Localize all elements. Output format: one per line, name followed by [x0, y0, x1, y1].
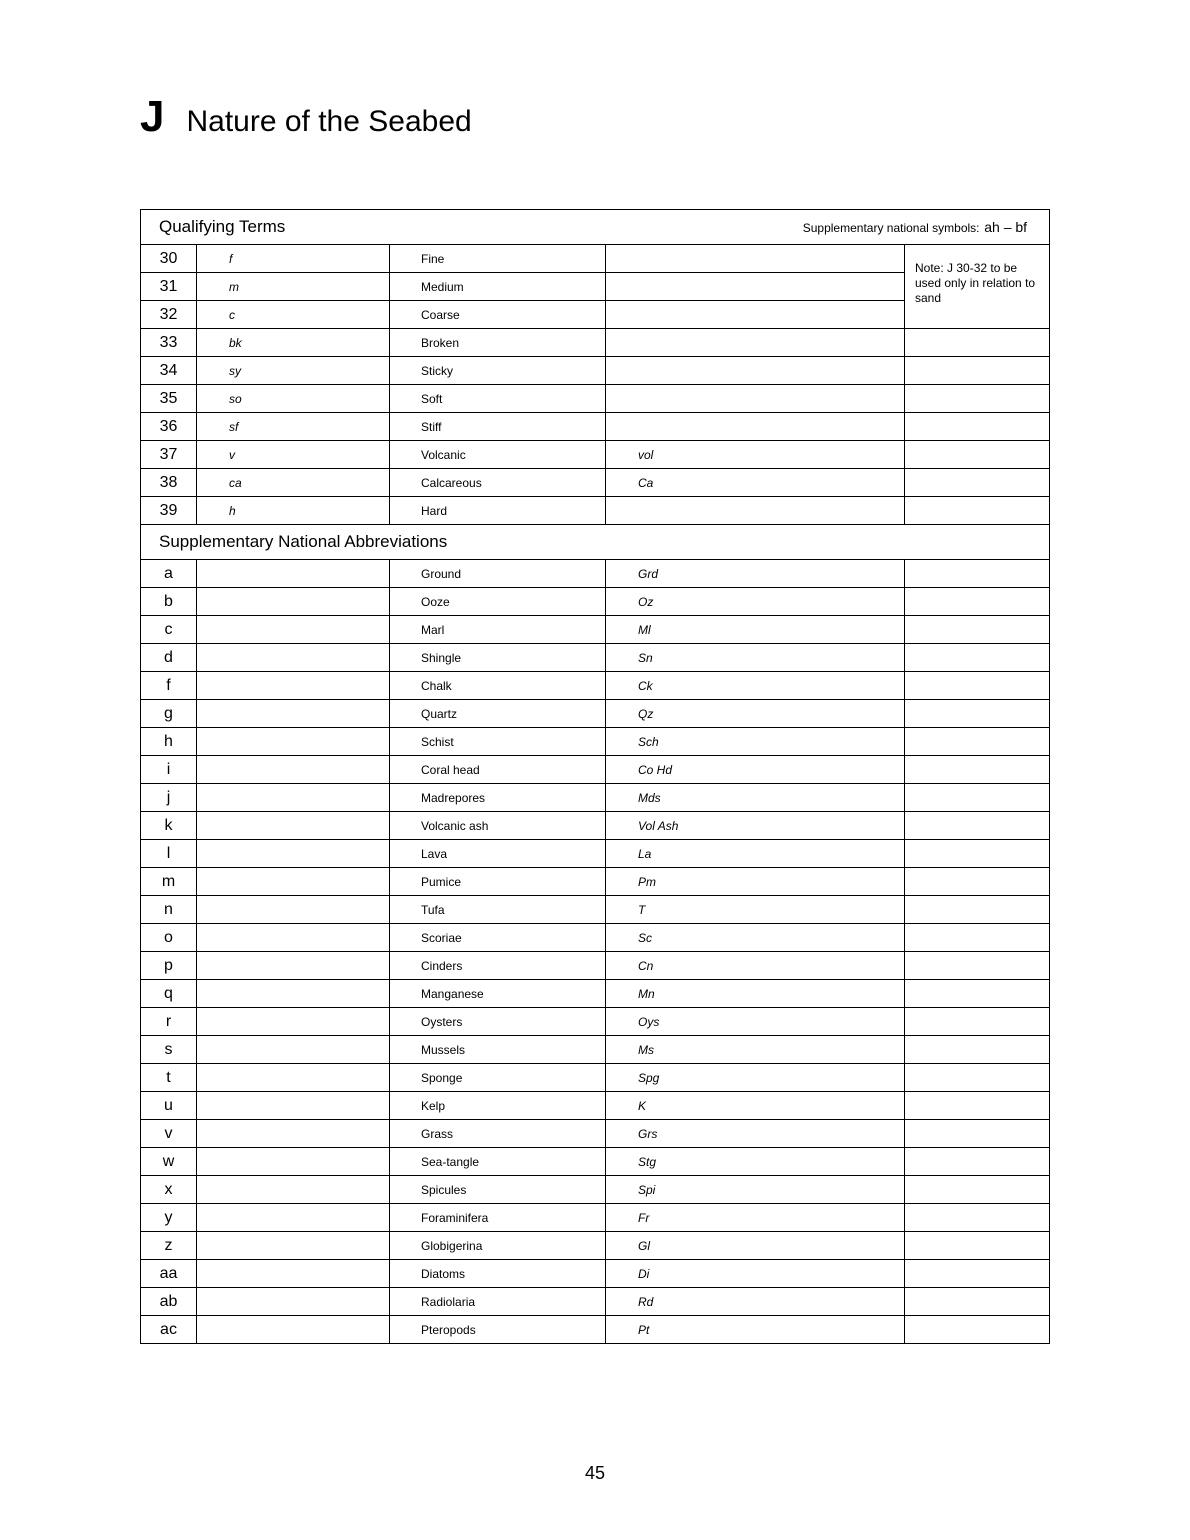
row-term: Spicules — [390, 1176, 606, 1204]
table-row — [141, 924, 1050, 952]
supplementary-symbols-value: ah – bf — [984, 219, 1028, 235]
table-row — [141, 1064, 1050, 1092]
row-id: g — [141, 700, 197, 728]
row-number: 34 — [141, 357, 197, 385]
row-abbreviation: Ml — [606, 616, 905, 644]
row-id: ac — [141, 1316, 197, 1344]
row-remarks — [905, 357, 1050, 385]
row-abbreviation: vol — [606, 441, 905, 469]
row-id: w — [141, 1148, 197, 1176]
row-abbreviation: Sc — [606, 924, 905, 952]
row-abbreviation: Stg — [606, 1148, 905, 1176]
supplementary-symbols — [803, 217, 1049, 237]
row-id: u — [141, 1092, 197, 1120]
row-symbol — [197, 644, 390, 672]
row-abbreviation — [606, 329, 905, 357]
section-title: Nature of the Seabed — [186, 105, 472, 138]
row-term: Manganese — [390, 980, 606, 1008]
table-row — [141, 1148, 1050, 1176]
table-row — [141, 1092, 1050, 1120]
row-term: Stiff — [390, 413, 606, 441]
row-abbreviation: Cn — [606, 952, 905, 980]
row-abbreviation: Qz — [606, 700, 905, 728]
row-id: c — [141, 616, 197, 644]
row-symbol: f — [197, 245, 390, 273]
row-remarks — [905, 1120, 1050, 1148]
row-remarks — [905, 329, 1050, 357]
row-remarks — [905, 812, 1050, 840]
table-row — [141, 588, 1050, 616]
row-symbol — [197, 1232, 390, 1260]
table-row — [141, 469, 1050, 497]
table-row — [141, 1008, 1050, 1036]
row-term: Broken — [390, 329, 606, 357]
row-id: s — [141, 1036, 197, 1064]
row-symbol: so — [197, 385, 390, 413]
row-number: 32 — [141, 301, 197, 329]
row-term: Kelp — [390, 1092, 606, 1120]
row-remarks — [905, 1036, 1050, 1064]
table-row — [141, 560, 1050, 588]
table-row — [141, 357, 1050, 385]
row-id: h — [141, 728, 197, 756]
row-remarks — [905, 413, 1050, 441]
row-remarks — [905, 560, 1050, 588]
row-abbreviation: Co Hd — [606, 756, 905, 784]
row-number: 33 — [141, 329, 197, 357]
table-row — [141, 245, 1050, 273]
row-term: Foraminifera — [390, 1204, 606, 1232]
row-abbreviation: Di — [606, 1260, 905, 1288]
table-row — [141, 1176, 1050, 1204]
table-row — [141, 616, 1050, 644]
row-remarks — [905, 441, 1050, 469]
row-term: Fine — [390, 245, 606, 273]
row-id: m — [141, 868, 197, 896]
table-row — [141, 840, 1050, 868]
row-id: p — [141, 952, 197, 980]
row-symbol — [197, 1064, 390, 1092]
row-id: z — [141, 1232, 197, 1260]
row-abbreviation: Ms — [606, 1036, 905, 1064]
table-row — [141, 1036, 1050, 1064]
row-symbol — [197, 784, 390, 812]
row-term: Volcanic ash — [390, 812, 606, 840]
row-abbreviation — [606, 273, 905, 301]
row-id: v — [141, 1120, 197, 1148]
row-symbol — [197, 728, 390, 756]
row-abbreviation: Gl — [606, 1232, 905, 1260]
row-remarks — [905, 1232, 1050, 1260]
table-row — [141, 644, 1050, 672]
row-symbol — [197, 1288, 390, 1316]
row-remarks — [905, 1092, 1050, 1120]
row-symbol: bk — [197, 329, 390, 357]
row-remarks — [905, 840, 1050, 868]
row-term: Soft — [390, 385, 606, 413]
row-number: 30 — [141, 245, 197, 273]
row-remarks — [905, 1260, 1050, 1288]
row-remarks — [905, 896, 1050, 924]
row-remarks — [905, 756, 1050, 784]
row-symbol — [197, 1204, 390, 1232]
row-term: Sea-tangle — [390, 1148, 606, 1176]
row-term: Shingle — [390, 644, 606, 672]
row-term: Hard — [390, 497, 606, 525]
table-row — [141, 1120, 1050, 1148]
table-row — [141, 672, 1050, 700]
row-term: Madrepores — [390, 784, 606, 812]
row-remarks — [905, 1316, 1050, 1344]
row-id: d — [141, 644, 197, 672]
row-symbol: v — [197, 441, 390, 469]
row-symbol — [197, 616, 390, 644]
row-number: 35 — [141, 385, 197, 413]
row-abbreviation: Fr — [606, 1204, 905, 1232]
row-term: Marl — [390, 616, 606, 644]
row-remarks — [905, 1288, 1050, 1316]
row-term: Coral head — [390, 756, 606, 784]
table-row — [141, 413, 1050, 441]
row-term: Schist — [390, 728, 606, 756]
row-abbreviation: Sch — [606, 728, 905, 756]
row-abbreviation: Sn — [606, 644, 905, 672]
row-number: 39 — [141, 497, 197, 525]
row-term: Calcareous — [390, 469, 606, 497]
row-symbol — [197, 560, 390, 588]
row-remarks — [905, 1176, 1050, 1204]
row-term: Pteropods — [390, 1316, 606, 1344]
row-remarks — [905, 497, 1050, 525]
row-symbol: sy — [197, 357, 390, 385]
seabed-table — [140, 209, 1050, 1344]
row-remarks — [905, 784, 1050, 812]
table-row — [141, 756, 1050, 784]
row-remarks — [905, 728, 1050, 756]
row-symbol — [197, 1316, 390, 1344]
row-term: Lava — [390, 840, 606, 868]
supplementary-abbreviations-heading: Supplementary National Abbreviations — [141, 525, 1050, 560]
table-row — [141, 497, 1050, 525]
section-letter: J — [140, 92, 165, 141]
row-term: Quartz — [390, 700, 606, 728]
row-symbol: sf — [197, 413, 390, 441]
row-abbreviation — [606, 301, 905, 329]
row-remarks — [905, 980, 1050, 1008]
qualifying-terms-header — [141, 210, 1050, 245]
row-term: Sponge — [390, 1064, 606, 1092]
row-id: t — [141, 1064, 197, 1092]
row-number: 37 — [141, 441, 197, 469]
table-row — [141, 1288, 1050, 1316]
row-abbreviation: La — [606, 840, 905, 868]
row-remarks — [905, 952, 1050, 980]
row-id: l — [141, 840, 197, 868]
row-abbreviation: Pm — [606, 868, 905, 896]
row-term: Tufa — [390, 896, 606, 924]
row-abbreviation — [606, 357, 905, 385]
row-term: Grass — [390, 1120, 606, 1148]
row-symbol — [197, 812, 390, 840]
row-remarks — [905, 1064, 1050, 1092]
row-symbol: m — [197, 273, 390, 301]
row-term: Sticky — [390, 357, 606, 385]
row-abbreviation: Grd — [606, 560, 905, 588]
row-symbol — [197, 700, 390, 728]
page-title — [140, 92, 472, 152]
row-abbreviation — [606, 245, 905, 273]
row-abbreviation: K — [606, 1092, 905, 1120]
table-row — [141, 385, 1050, 413]
row-symbol — [197, 952, 390, 980]
qualifying-terms-header-row — [141, 210, 1050, 245]
table-row — [141, 728, 1050, 756]
row-symbol — [197, 756, 390, 784]
row-id: j — [141, 784, 197, 812]
row-abbreviation — [606, 413, 905, 441]
table-row — [141, 329, 1050, 357]
row-abbreviation: Mds — [606, 784, 905, 812]
row-term: Scoriae — [390, 924, 606, 952]
row-id: n — [141, 896, 197, 924]
row-remarks — [905, 672, 1050, 700]
row-term: Medium — [390, 273, 606, 301]
row-term: Cinders — [390, 952, 606, 980]
row-abbreviation: Ck — [606, 672, 905, 700]
row-term: Globigerina — [390, 1232, 606, 1260]
row-id: a — [141, 560, 197, 588]
row-abbreviation: Oys — [606, 1008, 905, 1036]
row-term: Pumice — [390, 868, 606, 896]
row-abbreviation: T — [606, 896, 905, 924]
row-symbol: c — [197, 301, 390, 329]
row-term: Chalk — [390, 672, 606, 700]
row-remarks — [905, 1148, 1050, 1176]
row-term: Oysters — [390, 1008, 606, 1036]
row-term: Radiolaria — [390, 1288, 606, 1316]
table-row — [141, 812, 1050, 840]
row-symbol — [197, 1008, 390, 1036]
table-row — [141, 441, 1050, 469]
row-abbreviation: Spi — [606, 1176, 905, 1204]
row-remarks — [905, 644, 1050, 672]
row-abbreviation: Rd — [606, 1288, 905, 1316]
row-id: y — [141, 1204, 197, 1232]
row-id: o — [141, 924, 197, 952]
row-id: ab — [141, 1288, 197, 1316]
qualifying-terms-heading: Qualifying Terms — [159, 217, 286, 236]
row-remarks — [905, 1008, 1050, 1036]
page-number: 45 — [584, 1463, 606, 1483]
row-term: Ground — [390, 560, 606, 588]
sand-note: Note: J 30-32 to be used only in relation to sand — [905, 245, 1050, 329]
row-term: Volcanic — [390, 441, 606, 469]
row-term: Mussels — [390, 1036, 606, 1064]
supplementary-symbols-label: Supplementary national symbols: — [802, 221, 980, 235]
row-term: Coarse — [390, 301, 606, 329]
table-row — [141, 1232, 1050, 1260]
row-id: x — [141, 1176, 197, 1204]
row-abbreviation: Spg — [606, 1064, 905, 1092]
table-row — [141, 1260, 1050, 1288]
row-number: 38 — [141, 469, 197, 497]
row-term: Diatoms — [390, 1260, 606, 1288]
row-id: k — [141, 812, 197, 840]
row-symbol — [197, 1176, 390, 1204]
row-id: i — [141, 756, 197, 784]
row-remarks — [905, 1204, 1050, 1232]
table-row — [141, 952, 1050, 980]
table-row — [141, 1316, 1050, 1344]
row-remarks — [905, 469, 1050, 497]
row-remarks — [905, 588, 1050, 616]
row-abbreviation: Oz — [606, 588, 905, 616]
row-symbol — [197, 868, 390, 896]
row-id: aa — [141, 1260, 197, 1288]
row-symbol — [197, 1092, 390, 1120]
row-id: f — [141, 672, 197, 700]
row-symbol: ca — [197, 469, 390, 497]
table-row — [141, 896, 1050, 924]
row-abbreviation: Vol Ash — [606, 812, 905, 840]
row-id: r — [141, 1008, 197, 1036]
row-number: 36 — [141, 413, 197, 441]
table-row — [141, 980, 1050, 1008]
row-abbreviation: Mn — [606, 980, 905, 1008]
row-remarks — [905, 385, 1050, 413]
row-symbol — [197, 588, 390, 616]
row-symbol — [197, 896, 390, 924]
row-symbol — [197, 840, 390, 868]
row-remarks — [905, 868, 1050, 896]
row-number: 31 — [141, 273, 197, 301]
row-symbol — [197, 1036, 390, 1064]
row-remarks — [905, 700, 1050, 728]
row-abbreviation: Grs — [606, 1120, 905, 1148]
row-symbol — [197, 1120, 390, 1148]
supplementary-header-row — [141, 525, 1050, 560]
row-remarks — [905, 924, 1050, 952]
table-row — [141, 1204, 1050, 1232]
row-symbol — [197, 1148, 390, 1176]
row-abbreviation: Ca — [606, 469, 905, 497]
row-abbreviation — [606, 385, 905, 413]
row-symbol: h — [197, 497, 390, 525]
row-abbreviation: Pt — [606, 1316, 905, 1344]
table-row — [141, 700, 1050, 728]
row-id: b — [141, 588, 197, 616]
row-term: Ooze — [390, 588, 606, 616]
row-symbol — [197, 1260, 390, 1288]
row-id: q — [141, 980, 197, 1008]
table-row — [141, 868, 1050, 896]
table-row — [141, 784, 1050, 812]
row-symbol — [197, 672, 390, 700]
row-symbol — [197, 980, 390, 1008]
row-symbol — [197, 924, 390, 952]
row-abbreviation — [606, 497, 905, 525]
row-remarks — [905, 616, 1050, 644]
